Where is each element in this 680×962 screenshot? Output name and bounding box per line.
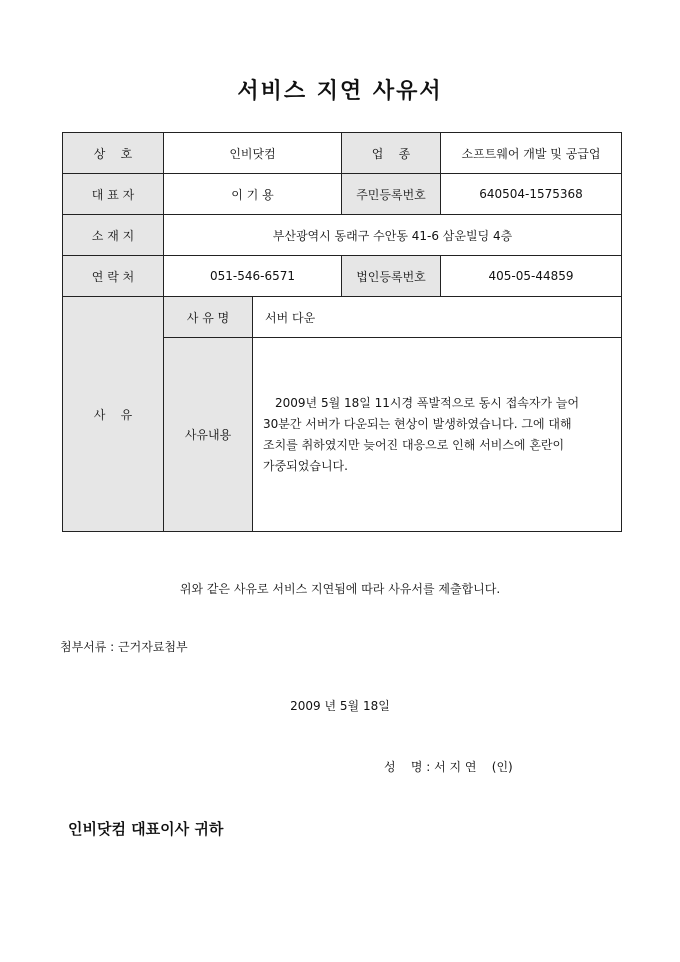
submission-statement: 위와 같은 사유로 서비스 지연됨에 따라 사유서를 제출합니다. xyxy=(179,582,501,596)
attachment-note: 첨부서류 : 근거자료첨부 xyxy=(60,640,188,654)
reason-label: 사 유 xyxy=(63,297,164,532)
signature-line: 성 명 : 서 지 연 (인) xyxy=(384,760,513,774)
reason-name-label: 사 유 명 xyxy=(164,297,253,338)
address-label: 소 재 지 xyxy=(63,215,164,256)
address-value: 부산광역시 동래구 수안동 41-6 삼운빌딩 4층 xyxy=(164,215,622,256)
table-row xyxy=(63,256,622,297)
table-row xyxy=(63,133,622,174)
addressee: 인비닷컴 대표이사 귀하 xyxy=(68,820,224,838)
business-type-label: 업 종 xyxy=(342,133,441,174)
contact-label: 연 락 처 xyxy=(63,256,164,297)
business-type-value: 소프트웨어 개발 및 공급업 xyxy=(441,133,622,174)
company-label: 상 호 xyxy=(63,133,164,174)
corporate-number-label: 법인등록번호 xyxy=(342,256,441,297)
reason-name-value: 서버 다운 xyxy=(253,297,622,338)
table-row xyxy=(63,297,622,338)
document-title: 서비스 지연 사유서 xyxy=(237,78,443,104)
reason-content-value xyxy=(253,338,622,532)
resident-number-label: 주민등록번호 xyxy=(342,174,441,215)
reason-content-text: 2009년 5월 18일 11시경 폭발적으로 동시 접속자가 늘어 30분간 서버가 다운되는 현상이 발생하였습니다. 그에 대해 조치를 취하였지만 늦어진 대응으로 인해 서비스에 혼란이 가중되었습니다. xyxy=(263,395,580,473)
resident-number-value: 640504-1575368 xyxy=(441,174,622,215)
table-row xyxy=(63,174,622,215)
info-table xyxy=(62,132,622,532)
contact-value: 051-546-6571 xyxy=(164,256,342,297)
table-row xyxy=(63,215,622,256)
ceo-label: 대 표 자 xyxy=(63,174,164,215)
document-date: 2009 년 5월 18일 xyxy=(290,699,390,713)
corporate-number-value: 405-05-44859 xyxy=(441,256,622,297)
company-value: 인비닷컴 xyxy=(164,133,342,174)
ceo-value: 이 기 용 xyxy=(164,174,342,215)
reason-content-label: 사유내용 xyxy=(164,338,253,532)
